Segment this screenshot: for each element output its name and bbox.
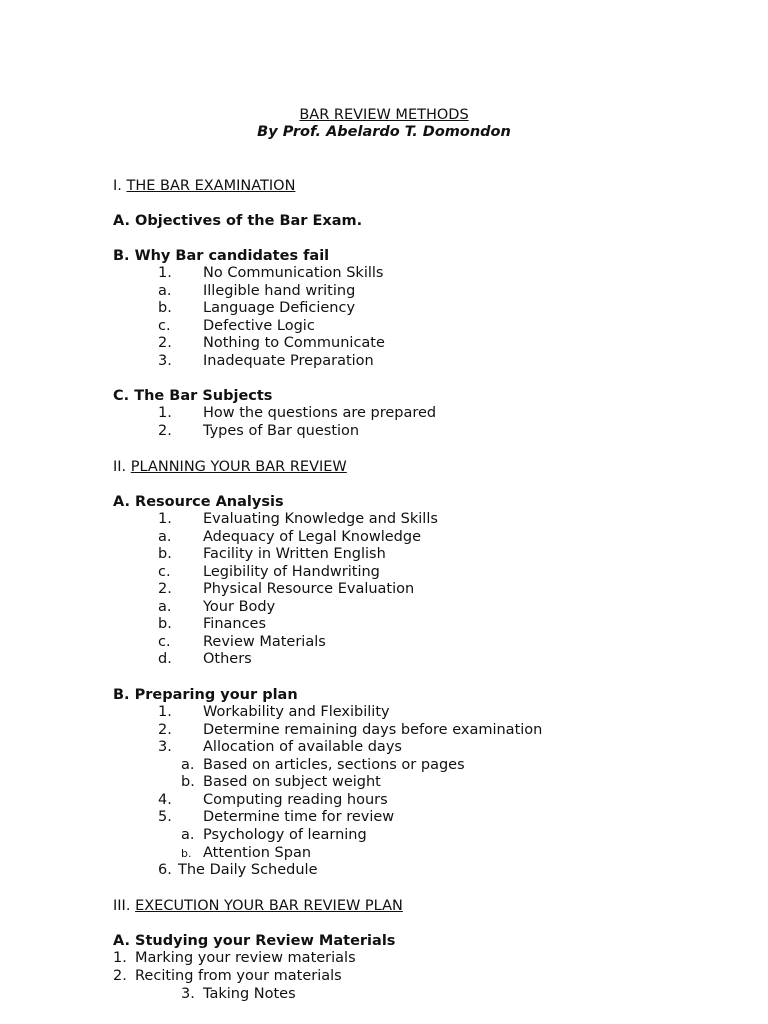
list-text: No Communication Skills xyxy=(203,265,384,281)
list-item xyxy=(181,756,465,774)
section-heading-2 xyxy=(113,458,347,476)
subheading-objectives: A. Objectives of the Bar Exam. xyxy=(113,213,363,229)
list-text: Attention Span xyxy=(203,845,312,861)
list-text: Determine remaining days before examination xyxy=(203,722,543,738)
list-text: Language Deficiency xyxy=(203,300,356,316)
document-author: By Prof. Abelardo T. Domondon xyxy=(257,124,511,140)
list-marker: 2. xyxy=(158,423,172,439)
list-item xyxy=(158,282,355,300)
list-item xyxy=(181,985,296,1003)
list-text: The Daily Schedule xyxy=(178,862,318,878)
section-heading-3 xyxy=(113,897,403,915)
list-item xyxy=(158,791,388,809)
list-marker: c. xyxy=(158,634,171,650)
list-item xyxy=(158,352,374,370)
list-marker: 2. xyxy=(158,581,172,597)
list-marker: c. xyxy=(158,318,171,334)
list-item xyxy=(158,545,386,563)
list-item xyxy=(158,563,380,581)
list-marker: a. xyxy=(181,757,195,773)
list-marker: 3. xyxy=(158,353,172,369)
list-item xyxy=(158,650,252,668)
list-text: Workability and Flexibility xyxy=(203,704,390,720)
list-marker: 2. xyxy=(158,335,172,351)
list-item xyxy=(181,773,381,791)
list-marker: 3. xyxy=(181,986,195,1002)
list-marker: 1. xyxy=(113,950,127,966)
list-marker: b. xyxy=(158,300,172,316)
subheading-resource-analysis: A. Resource Analysis xyxy=(113,494,284,510)
list-text: Reciting from your materials xyxy=(135,968,342,984)
section-number: I. xyxy=(113,178,122,194)
list-text: Marking your review materials xyxy=(135,950,356,966)
subheading-studying-materials: A. Studying your Review Materials xyxy=(113,933,396,949)
list-marker: 1. xyxy=(158,511,172,527)
list-item xyxy=(158,738,402,756)
list-item xyxy=(158,808,394,826)
list-marker: c. xyxy=(158,564,171,580)
section-title: THE BAR EXAMINATION xyxy=(126,178,296,194)
list-text: Others xyxy=(203,651,252,667)
list-marker: b. xyxy=(181,847,192,860)
list-text: Legibility of Handwriting xyxy=(203,564,380,580)
list-item xyxy=(158,703,390,721)
list-item xyxy=(158,510,438,528)
section-heading-1 xyxy=(113,177,295,195)
list-item xyxy=(158,334,385,352)
list-text: Defective Logic xyxy=(203,318,315,334)
subheading-preparing-plan: B. Preparing your plan xyxy=(113,687,298,703)
list-item xyxy=(158,299,355,317)
list-text: Physical Resource Evaluation xyxy=(203,581,415,597)
list-item xyxy=(158,861,318,879)
list-item xyxy=(113,949,356,967)
list-item xyxy=(158,721,542,739)
list-item xyxy=(158,598,275,616)
list-item xyxy=(158,422,359,440)
list-marker: b. xyxy=(158,546,172,562)
list-text: Determine time for review xyxy=(203,809,395,825)
list-marker: a. xyxy=(181,827,195,843)
list-text: Evaluating Knowledge and Skills xyxy=(203,511,438,527)
list-item xyxy=(158,404,436,422)
list-text: Allocation of available days xyxy=(203,739,402,755)
document-title: BAR REVIEW METHODS xyxy=(299,107,469,123)
list-marker: 5. xyxy=(158,809,172,825)
list-marker: d. xyxy=(158,651,172,667)
list-text: Finances xyxy=(203,616,267,632)
section-title: PLANNING YOUR BAR REVIEW xyxy=(130,459,347,475)
subheading-bar-subjects: C. The Bar Subjects xyxy=(113,388,273,404)
list-item xyxy=(158,317,315,335)
list-item xyxy=(158,615,266,633)
list-marker: a. xyxy=(158,283,172,299)
list-item xyxy=(158,580,414,598)
list-marker: 4. xyxy=(158,792,172,808)
list-item xyxy=(158,633,326,651)
list-text: Inadequate Preparation xyxy=(203,353,374,369)
list-text: Adequacy of Legal Knowledge xyxy=(203,529,421,545)
list-text: Based on subject weight xyxy=(203,774,381,790)
list-marker: 2. xyxy=(113,968,127,984)
list-text: Review Materials xyxy=(203,634,326,650)
list-text: Your Body xyxy=(203,599,276,615)
list-marker: 1. xyxy=(158,405,172,421)
list-marker: 6. xyxy=(158,862,172,878)
list-text: Illegible hand writing xyxy=(203,283,356,299)
list-marker: a. xyxy=(158,529,172,545)
list-marker: b. xyxy=(181,774,195,790)
list-item xyxy=(181,826,367,844)
list-marker: 1. xyxy=(158,704,172,720)
list-marker: 3. xyxy=(158,739,172,755)
list-text: Facility in Written English xyxy=(203,546,386,562)
section-number: II. xyxy=(113,459,127,475)
section-title: EXECUTION YOUR BAR REVIEW PLAN xyxy=(135,898,403,914)
list-marker: 2. xyxy=(158,722,172,738)
list-item xyxy=(158,264,383,282)
subheading-why-fail: B. Why Bar candidates fail xyxy=(113,248,330,264)
list-text: Nothing to Communicate xyxy=(203,335,385,351)
section-number: III. xyxy=(113,898,131,914)
list-text: Computing reading hours xyxy=(203,792,388,808)
list-marker: a. xyxy=(158,599,172,615)
list-marker: b. xyxy=(158,616,172,632)
list-text: How the questions are prepared xyxy=(203,405,437,421)
list-text: Taking Notes xyxy=(203,986,296,1002)
list-text: Psychology of learning xyxy=(203,827,367,843)
list-marker: 1. xyxy=(158,265,172,281)
list-text: Based on articles, sections or pages xyxy=(203,757,465,773)
list-item xyxy=(113,967,342,985)
list-text: Types of Bar question xyxy=(203,423,360,439)
list-item xyxy=(158,528,421,546)
